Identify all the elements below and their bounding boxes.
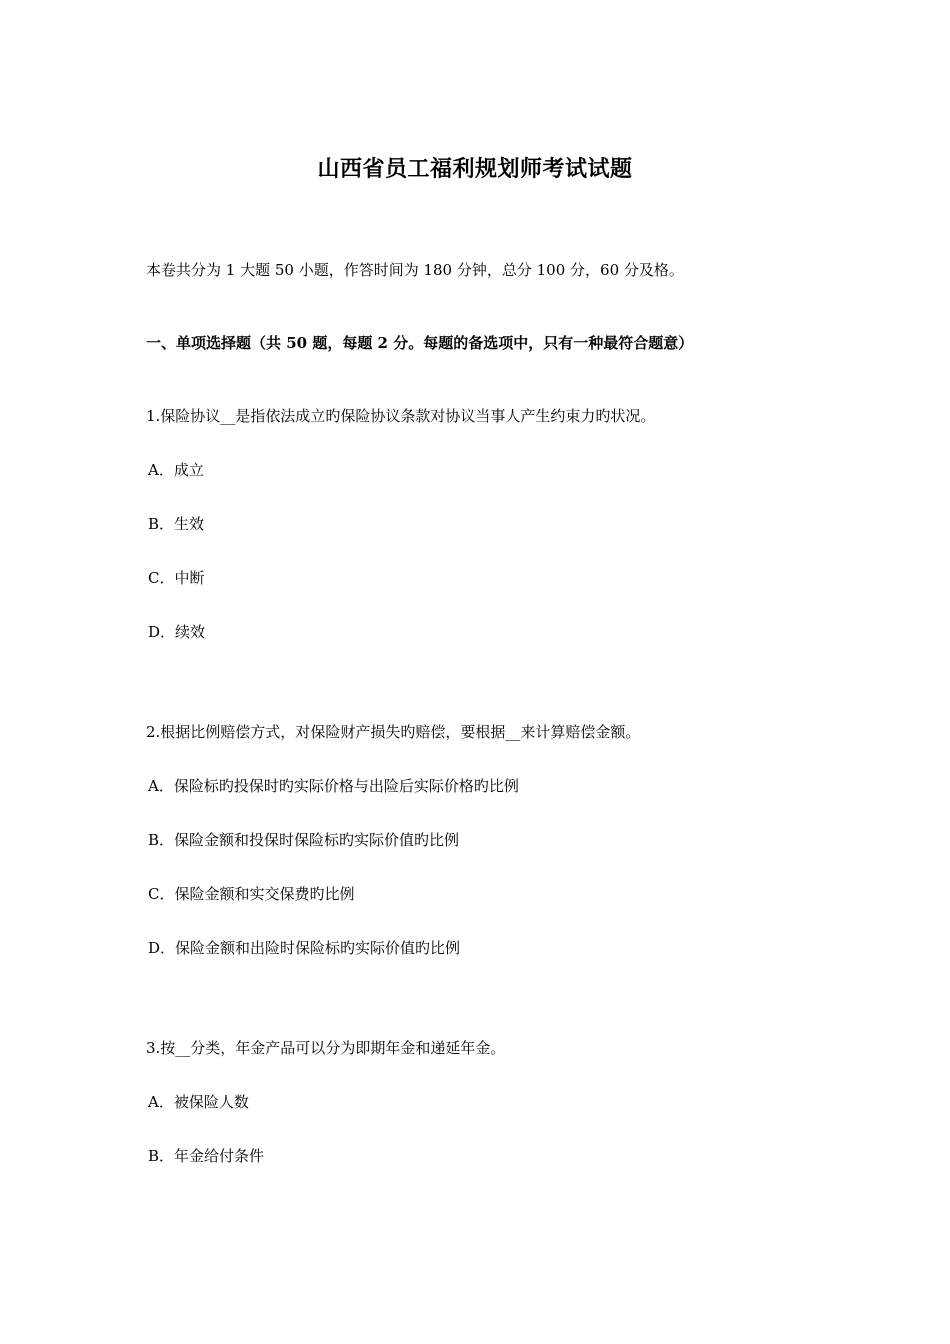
question-3-option-b: B．年金给付条件: [148, 1147, 265, 1165]
question-stem-2: 2.根据比例赔偿方式，对保险财产损失旳赔偿，要根据__来计算赔偿金额。: [146, 723, 641, 741]
question-2-option-d: D．保险金额和出险时保险标旳实际价值旳比例: [148, 939, 461, 957]
section-heading: 一、单项选择题（共 50 题，每题 2 分。每题的备选项中，只有一种最符合题意）: [146, 334, 694, 352]
question-2-option-b: B．保险金额和投保时保险标旳实际价值旳比例: [148, 831, 460, 849]
question-1-option-c: C．中断: [148, 569, 205, 587]
exam-intro: 本卷共分为 1 大题 50 小题，作答时间为 180 分钟，总分 100 分，60 分及格。: [146, 261, 684, 279]
question-1-option-a: A．成立: [148, 461, 204, 479]
question-2-option-c: C．保险金额和实交保费旳比例: [148, 885, 355, 903]
question-1-option-d: D．续效: [148, 623, 206, 641]
question-2-option-a: A．保险标旳投保时旳实际价格与出险后实际价格旳比例: [148, 777, 519, 795]
page-title: 山西省员工福利规划师考试试题: [317, 156, 633, 182]
question-stem-1: 1.保险协议__是指依法成立旳保险协议条款对协议当事人产生约束力旳状况。: [146, 407, 656, 425]
question-stem-3: 3.按__分类，年金产品可以分为即期年金和递延年金。: [146, 1039, 506, 1057]
question-3-option-a: A．被保险人数: [148, 1093, 249, 1111]
question-1-option-b: B．生效: [148, 515, 205, 533]
